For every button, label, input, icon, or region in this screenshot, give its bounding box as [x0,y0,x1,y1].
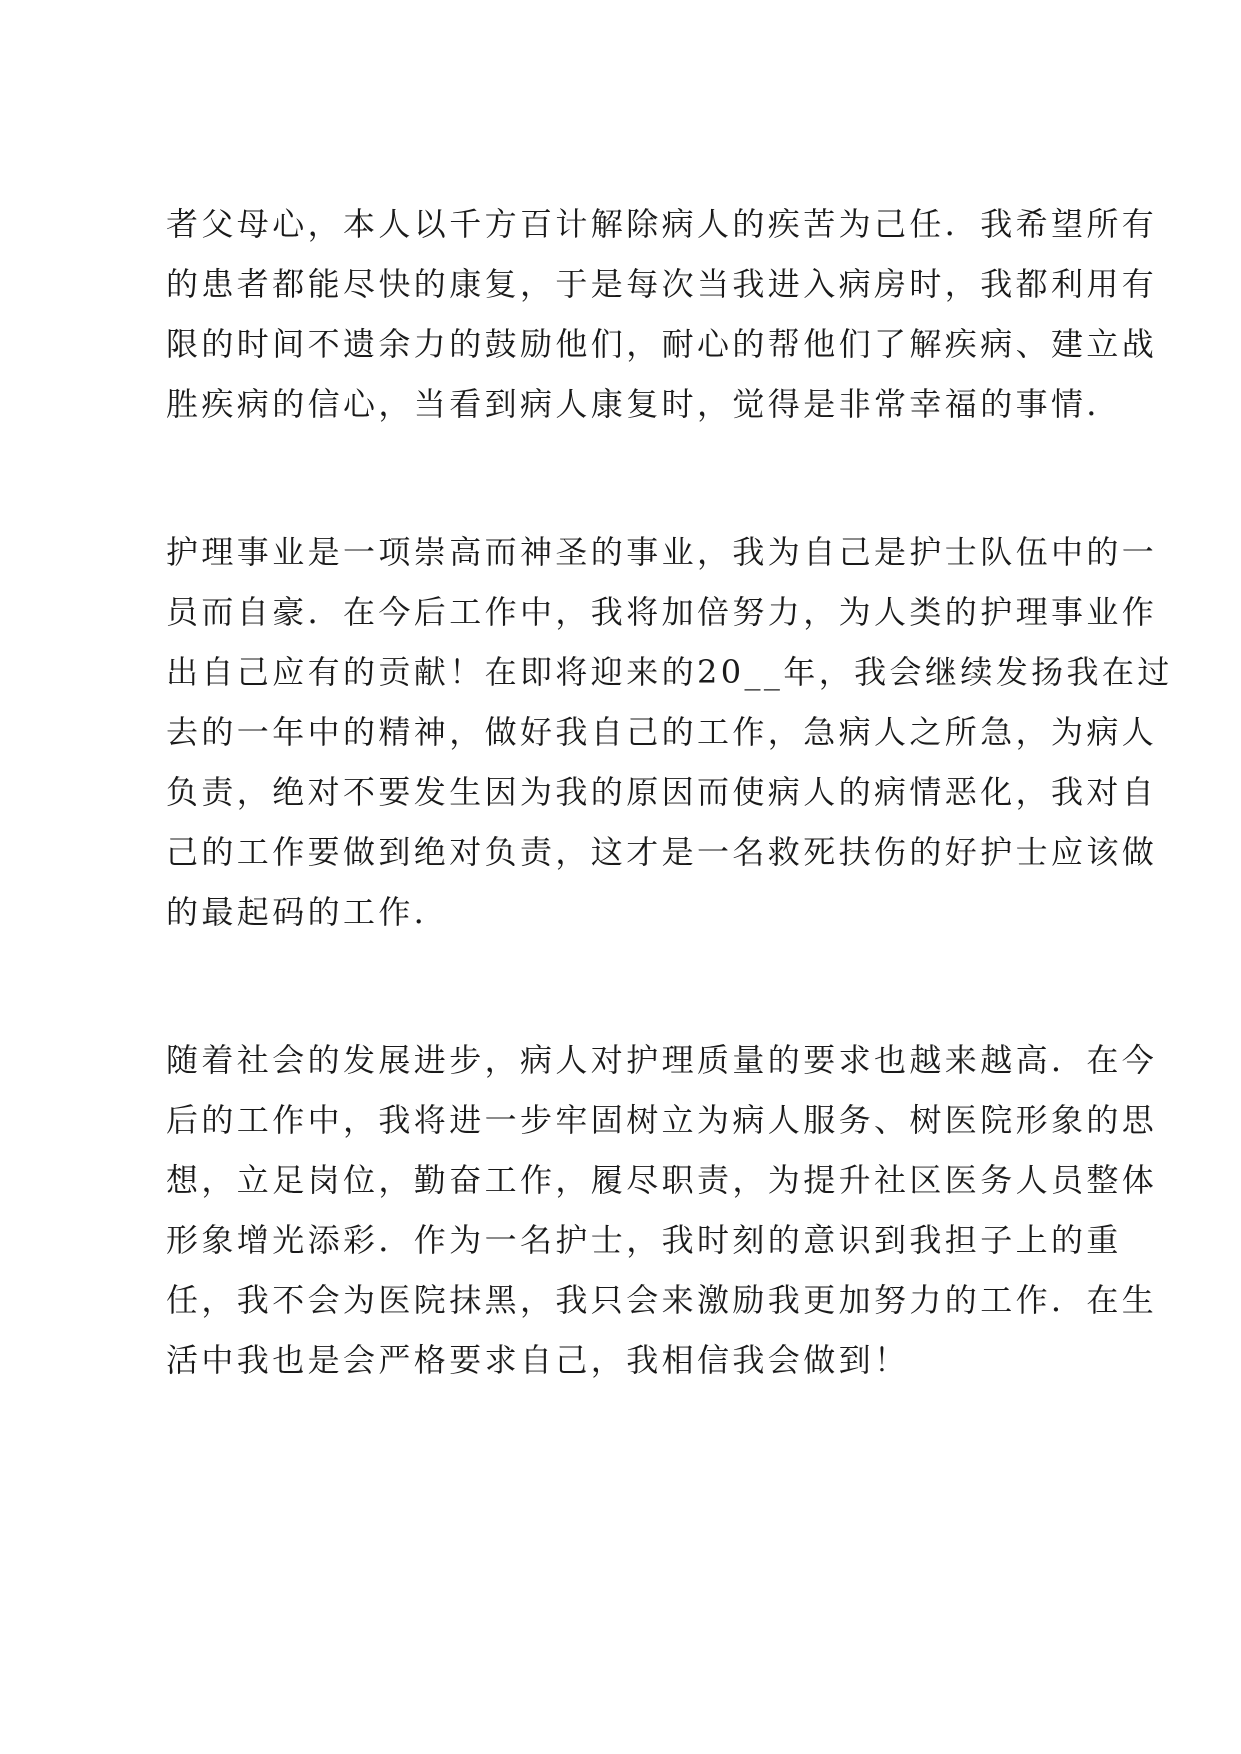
text-line: 出自己应有的贡献！在即将迎来的20__年，我会继续发扬我在过 [166,653,1173,691]
text-line: 后的工作中，我将进一步牢固树立为病人服务、树医院形象的思 [166,1101,1158,1139]
text-line: 随着社会的发展进步，病人对护理质量的要求也越来越高．在今 [166,1041,1158,1079]
text-line: 想，立足岗位，勤奋工作，履尽职责，为提升社区医务人员整体 [166,1161,1158,1199]
text-line: 胜疾病的信心，当看到病人康复时，觉得是非常幸福的事情． [166,385,1122,423]
text-line: 形象增光添彩．作为一名护士，我时刻的意识到我担子上的重 [166,1221,1122,1259]
text-line: 任，我不会为医院抹黑，我只会来激励我更加努力的工作．在生 [166,1281,1158,1319]
text-line: 护理事业是一项崇高而神圣的事业，我为自己是护士队伍中的一 [166,533,1158,571]
text-line: 活中我也是会严格要求自己，我相信我会做到！ [166,1341,910,1379]
text-line: 去的一年中的精神，做好我自己的工作，急病人之所急，为病人 [166,713,1158,751]
text-line: 者父母心，本人以千方百计解除病人的疾苦为己任．我希望所有 [166,205,1158,243]
text-line: 限的时间不遗余力的鼓励他们，耐心的帮他们了解疾病、建立战 [166,325,1158,363]
text-line: 员而自豪．在今后工作中，我将加倍努力，为人类的护理事业作 [166,593,1158,631]
text-line: 负责，绝对不要发生因为我的原因而使病人的病情恶化，我对自 [166,773,1158,811]
text-line: 的患者都能尽快的康复，于是每次当我进入病房时，我都利用有 [166,265,1158,303]
text-line: 己的工作要做到绝对负责，这才是一名救死扶伤的好护士应该做 [166,833,1158,871]
text-line: 的最起码的工作． [166,893,450,931]
